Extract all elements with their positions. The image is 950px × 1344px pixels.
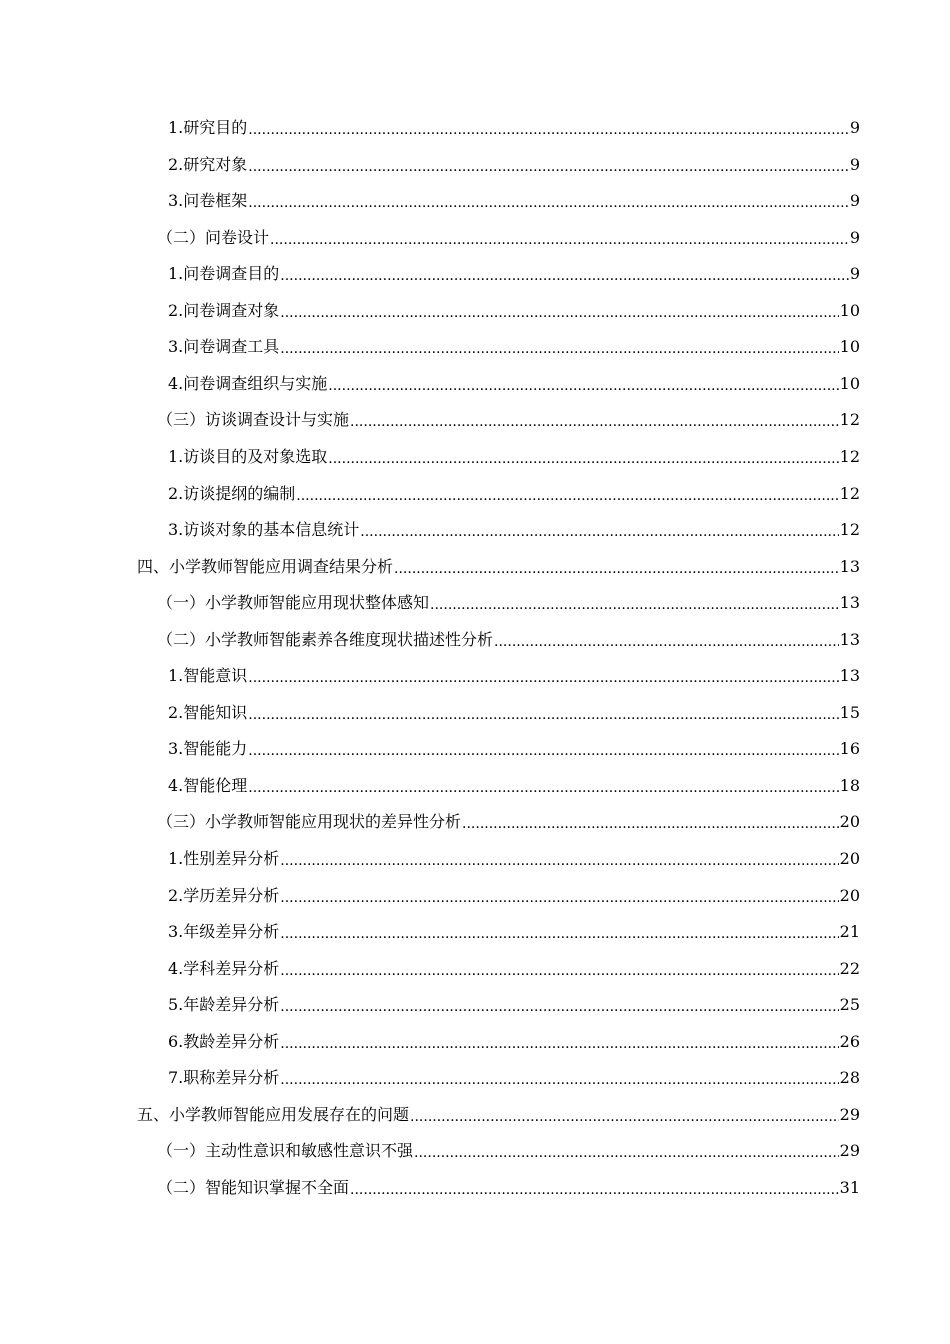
toc-entry[interactable] (157, 1133, 860, 1169)
toc-dot-leader (394, 549, 839, 585)
toc-entry-title: 3.年级差异分析 (168, 922, 280, 941)
toc-dot-leader (414, 1133, 839, 1169)
toc-page-number: 15 (839, 703, 860, 722)
toc-dot-leader (280, 987, 838, 1023)
toc-entry[interactable] (168, 183, 860, 219)
toc-page-number: 22 (839, 959, 860, 978)
toc-entry[interactable] (157, 402, 860, 438)
toc-entry[interactable] (168, 439, 860, 475)
toc-dot-leader (248, 147, 849, 183)
toc-entry[interactable] (157, 585, 860, 621)
toc-dot-leader (328, 366, 838, 402)
toc-entry[interactable] (168, 695, 860, 731)
toc-page-number: 25 (839, 995, 860, 1014)
toc-entry-title: （三）访谈调查设计与实施 (157, 410, 350, 429)
toc-entry-title: 1.问卷调查目的 (168, 264, 280, 283)
toc-entry[interactable] (168, 841, 860, 877)
toc-page-number: 10 (839, 301, 860, 320)
toc-entry[interactable] (168, 329, 860, 365)
toc-entry[interactable] (168, 256, 860, 292)
toc-entry[interactable] (168, 1060, 860, 1096)
toc-page-number: 13 (839, 557, 860, 576)
toc-entry-title: 1.性别差异分析 (168, 849, 280, 868)
toc-entry[interactable] (168, 987, 860, 1023)
toc-entry-title: 3.智能能力 (168, 739, 248, 758)
toc-entry-title: 3.问卷调查工具 (168, 337, 280, 356)
toc-entry[interactable] (168, 366, 860, 402)
toc-entry-title: 1.研究目的 (168, 118, 248, 137)
toc-entry-title: （一）小学教师智能应用现状整体感知 (157, 593, 430, 612)
toc-page-number: 20 (839, 812, 860, 831)
toc-entry-title: 四、小学教师智能应用调查结果分析 (137, 557, 394, 576)
toc-dot-leader (270, 220, 849, 256)
toc-page-number: 21 (839, 922, 860, 941)
toc-page-number: 10 (839, 374, 860, 393)
toc-dot-leader (248, 768, 838, 804)
toc-entry-title: 4.问卷调查组织与实施 (168, 374, 328, 393)
toc-dot-leader (410, 1097, 839, 1133)
toc-dot-leader (248, 695, 838, 731)
toc-entry-title: 6.教龄差异分析 (168, 1032, 280, 1051)
toc-entry[interactable] (168, 951, 860, 987)
toc-page-number: 9 (849, 118, 860, 137)
toc-dot-leader (280, 914, 838, 950)
toc-entry[interactable] (137, 549, 860, 585)
toc-page-number: 13 (839, 630, 860, 649)
toc-entry-title: （二）问卷设计 (157, 228, 270, 247)
toc-entry-title: 3.问卷框架 (168, 191, 248, 210)
toc-entry[interactable] (157, 1170, 860, 1206)
toc-entry-title: 2.智能知识 (168, 703, 248, 722)
toc-entry-title: 1.智能意识 (168, 666, 248, 685)
toc-dot-leader (328, 439, 838, 475)
toc-page-number: 16 (839, 739, 860, 758)
toc-entry[interactable] (168, 731, 860, 767)
toc-dot-leader (280, 878, 838, 914)
toc-dot-leader (248, 731, 838, 767)
toc-page-number: 9 (849, 155, 860, 174)
toc-entry-title: 2.问卷调查对象 (168, 301, 280, 320)
toc-page-number: 26 (839, 1032, 860, 1051)
toc-dot-leader (248, 183, 849, 219)
toc-entry[interactable] (168, 878, 860, 914)
toc-entry[interactable] (157, 622, 860, 658)
toc-dot-leader (462, 804, 839, 840)
toc-entry[interactable] (168, 110, 860, 146)
toc-entry-title: （二）智能知识掌握不全面 (157, 1178, 350, 1197)
toc-page-number: 13 (839, 666, 860, 685)
toc-entry-title: 2.访谈提纲的编制 (168, 484, 296, 503)
toc-page-number: 12 (839, 484, 860, 503)
toc-page-number: 20 (839, 886, 860, 905)
toc-entry[interactable] (137, 1097, 860, 1133)
toc-page-number: 10 (839, 337, 860, 356)
toc-page-number: 13 (839, 593, 860, 612)
toc-page-number: 29 (839, 1141, 860, 1160)
toc-entry[interactable] (168, 293, 860, 329)
toc-dot-leader (248, 110, 849, 146)
toc-entry-title: 2.学历差异分析 (168, 886, 280, 905)
toc-entry-title: 4.学科差异分析 (168, 959, 280, 978)
toc-entry[interactable] (168, 476, 860, 512)
toc-entry[interactable] (157, 220, 860, 256)
toc-dot-leader (280, 1024, 838, 1060)
toc-entry-title: （二）小学教师智能素养各维度现状描述性分析 (157, 630, 494, 649)
toc-page-number: 12 (839, 520, 860, 539)
toc-entry[interactable] (168, 512, 860, 548)
toc-dot-leader (280, 841, 838, 877)
toc-page-number: 29 (839, 1105, 860, 1124)
toc-page-number: 12 (839, 447, 860, 466)
toc-dot-leader (280, 951, 838, 987)
toc-dot-leader (494, 622, 839, 658)
toc-dot-leader (350, 402, 839, 438)
toc-dot-leader (280, 329, 838, 365)
toc-entry[interactable] (168, 147, 860, 183)
toc-dot-leader (280, 293, 838, 329)
toc-entry[interactable] (168, 1024, 860, 1060)
toc-dot-leader (280, 1060, 838, 1096)
toc-entry[interactable] (168, 658, 860, 694)
toc-entry-title: 5.年龄差异分析 (168, 995, 280, 1014)
toc-entry[interactable] (168, 768, 860, 804)
toc-entry-title: 1.访谈目的及对象选取 (168, 447, 328, 466)
toc-entry-title: （一）主动性意识和敏感性意识不强 (157, 1141, 414, 1160)
toc-entry-title: 4.智能伦理 (168, 776, 248, 795)
toc-entry-title: 3.访谈对象的基本信息统计 (168, 520, 360, 539)
toc-dot-leader (430, 585, 839, 621)
toc-dot-leader (248, 658, 838, 694)
toc-dot-leader (350, 1170, 839, 1206)
toc-entry[interactable] (168, 914, 860, 950)
toc-page-number: 12 (839, 410, 860, 429)
toc-entry-title: （三）小学教师智能应用现状的差异性分析 (157, 812, 462, 831)
toc-page-number: 31 (839, 1178, 860, 1197)
toc-page-number: 9 (849, 228, 860, 247)
toc-dot-leader (296, 476, 838, 512)
toc-page-number: 18 (839, 776, 860, 795)
toc-dot-leader (360, 512, 838, 548)
toc-entry-title: 2.研究对象 (168, 155, 248, 174)
toc-page-number: 20 (839, 849, 860, 868)
toc-entry-title: 7.职称差异分析 (168, 1068, 280, 1087)
toc-page-number: 9 (849, 191, 860, 210)
toc-page-number: 9 (849, 264, 860, 283)
toc-dot-leader (280, 256, 849, 292)
toc-entry-title: 五、小学教师智能应用发展存在的问题 (137, 1105, 410, 1124)
toc-page-number: 28 (839, 1068, 860, 1087)
toc-entry[interactable] (157, 804, 860, 840)
